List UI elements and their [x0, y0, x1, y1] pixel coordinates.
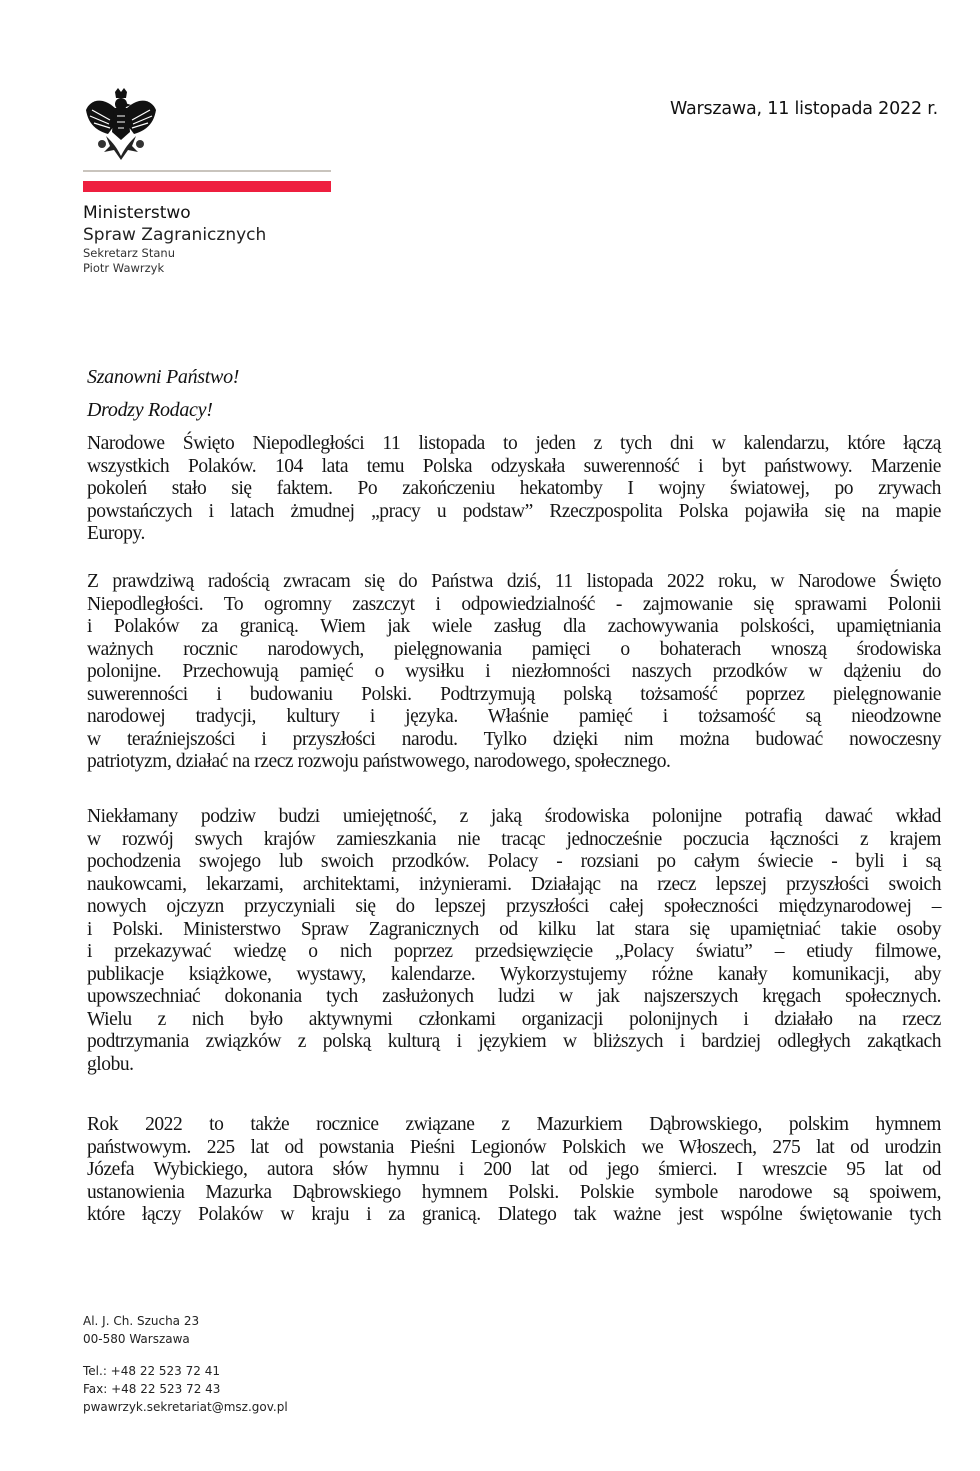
paragraph-line: Narodowe Święto Niepodległości 11 listopada to jeden z tych dni w kalendarzu, które łączą — [87, 433, 941, 454]
footer-spacer — [83, 1348, 288, 1362]
paragraph-line: w teraźniejszości i przyszłości narodu. Tylko dzięki nim można budować nowoczesny — [87, 728, 941, 750]
paragraph-line: w rozwój swych krajów zamieszkania nie tracąc jednocześnie poczucia łączności z krajem — [87, 828, 941, 850]
paragraph-line: Rok 2022 to także rocznice związane z Mazurkiem Dąbrowskiego, polskim hymnem — [87, 1114, 941, 1135]
footer-contact — [83, 1312, 288, 1416]
paragraph-line: i przekazywać wiedzę o nich poprzez przedsięwzięcie „Polacy światu” – etiudy filmowe, — [87, 941, 941, 962]
letterhead-red-rule — [83, 181, 331, 192]
paragraph-line: ważnych rocznic narodowych, pielęgnowania pamięci o bohaterach wnoszą środowiska — [87, 638, 941, 660]
paragraph-line: suwerenności i budowaniu Polski. Podtrzymują polską tożsamość poprzez pielęgnowanie — [87, 683, 941, 705]
paragraph-line: publikacje książkowe, wystawy, kalendarze. Wykorzystujemy różne kanały komunikacji, aby — [87, 963, 941, 985]
footer-email-link[interactable]: pwawrzyk.sekretariat@msz.gov.pl — [83, 1400, 288, 1414]
footer-fax: Fax: +48 22 523 72 43 — [83, 1382, 221, 1396]
paragraph-line: pochodzenia swojego lub swoich przodków. Polacy - rozsiani po całym świecie - byli i są — [87, 851, 941, 872]
place-and-date: Warszawa, 11 listopada 2022 r. — [669, 99, 938, 119]
paragraph-line: patriotyzm, działać na rzecz rozwoju państwowego, narodowego, społecznego. — [87, 751, 671, 772]
paragraph-line: ustanowienia Mazurka Dąbrowskiego hymnem Polski. Polskie symbole narodowe są spoiwem, — [87, 1181, 941, 1203]
paragraph-line: narodowej tradycji, kultury i języka. Właśnie pamięć i tożsamość są nieodzowne — [87, 706, 941, 727]
ministry-name-line1: Ministerstwo — [83, 203, 191, 223]
ministry-header — [83, 202, 266, 276]
paragraph-line: globu. — [87, 1053, 134, 1075]
official-name: Piotr Wawrzyk — [83, 261, 165, 275]
footer-address-city: 00-580 Warszawa — [83, 1332, 190, 1346]
body-paragraph — [87, 433, 941, 546]
paragraph-line: polonijne. Przechowują pamięć o wysiłku i niezłomności naszych przodków w dążeniu do — [87, 661, 941, 682]
paragraph-line: państwowym. 225 lat od powstania Pieśni Legionów Polskich we Włoszech, 275 lat od urodzin — [87, 1136, 941, 1158]
paragraph-line: Niekłamany podziw budzi umiejętność, z jaką środowiska polonijne potrafią dawać wkład — [87, 806, 941, 827]
body-paragraph — [87, 806, 941, 1076]
paragraph-line: podtrzymania związków z polską kulturą i językiem w bliższych i bardziej odległych zakątkach — [87, 1031, 941, 1052]
paragraph-line: Wielu z nich było aktywnymi członkami organizacji polonijnych i działało na rzecz — [87, 1008, 941, 1030]
paragraph-line: pokoleń stało się faktem. Po zakończeniu hekatomby I wojny światowej, po zrywach — [87, 478, 941, 499]
official-position: Sekretarz Stanu — [83, 246, 175, 260]
polish-eagle-emblem-icon — [82, 86, 160, 164]
footer-address-street: Al. J. Ch. Szucha 23 — [83, 1314, 200, 1328]
salutation-2: Drodzy Rodacy! — [87, 399, 213, 421]
footer-phone: Tel.: +48 22 523 72 41 — [83, 1364, 220, 1378]
letterhead-gray-rule — [83, 170, 331, 172]
body-paragraph — [87, 1114, 941, 1227]
paragraph-line: nowych ojczyzn przyczyniali się do lepszej przyszłości całej społeczności międzynarodowej – — [87, 896, 941, 917]
paragraph-line: naukowcami, lekarzami, architektami, inżynierami. Działając na rzecz lepszej przyszłości swoich — [87, 873, 941, 895]
ministry-name-line2: Spraw Zagranicznych — [83, 225, 267, 245]
paragraph-line: Niepodległości. To ogromny zaszczyt i odpowiedzialność - zajmowanie się sprawami Polonii — [87, 593, 941, 615]
paragraph-line: i Polski. Ministerstwo Spraw Zagranicznych od kilku lat stara się upamiętniać takie osoby — [87, 918, 941, 940]
paragraph-line: i Polaków za granicą. Wiem jak wiele zasług dla zachowywania polskości, upamiętniania — [87, 616, 941, 637]
paragraph-line: Józefa Wybickiego, autora słów hymnu i 200 lat od jego śmierci. I wreszcie 95 lat od — [87, 1159, 941, 1180]
body-paragraph — [87, 571, 941, 774]
paragraph-line: wszystkich Polaków. 104 lata temu Polska odzyskała suwerenność i byt państwowy. Marzenie — [87, 455, 941, 477]
paragraph-line: które łączy Polaków w kraju i za granicą. Dlatego tak ważne jest wspólne świętowanie tych — [87, 1204, 941, 1225]
paragraph-line: Z prawdziwą radością zwracam się do Państwa dziś, 11 listopada 2022 roku, w Narodowe Święto — [87, 571, 941, 592]
paragraph-line: upowszechniać dokonania tych zasłużonych ludzi w jak najszerszych kręgach społecznych. — [87, 986, 941, 1007]
paragraph-line: Europy. — [87, 523, 145, 544]
salutation-1: Szanowni Państwo! — [87, 366, 240, 388]
paragraph-line: powstańczych i latach żmudnej „pracy u podstaw” Rzeczpospolita Polska pojawiła się na mapie — [87, 500, 941, 522]
